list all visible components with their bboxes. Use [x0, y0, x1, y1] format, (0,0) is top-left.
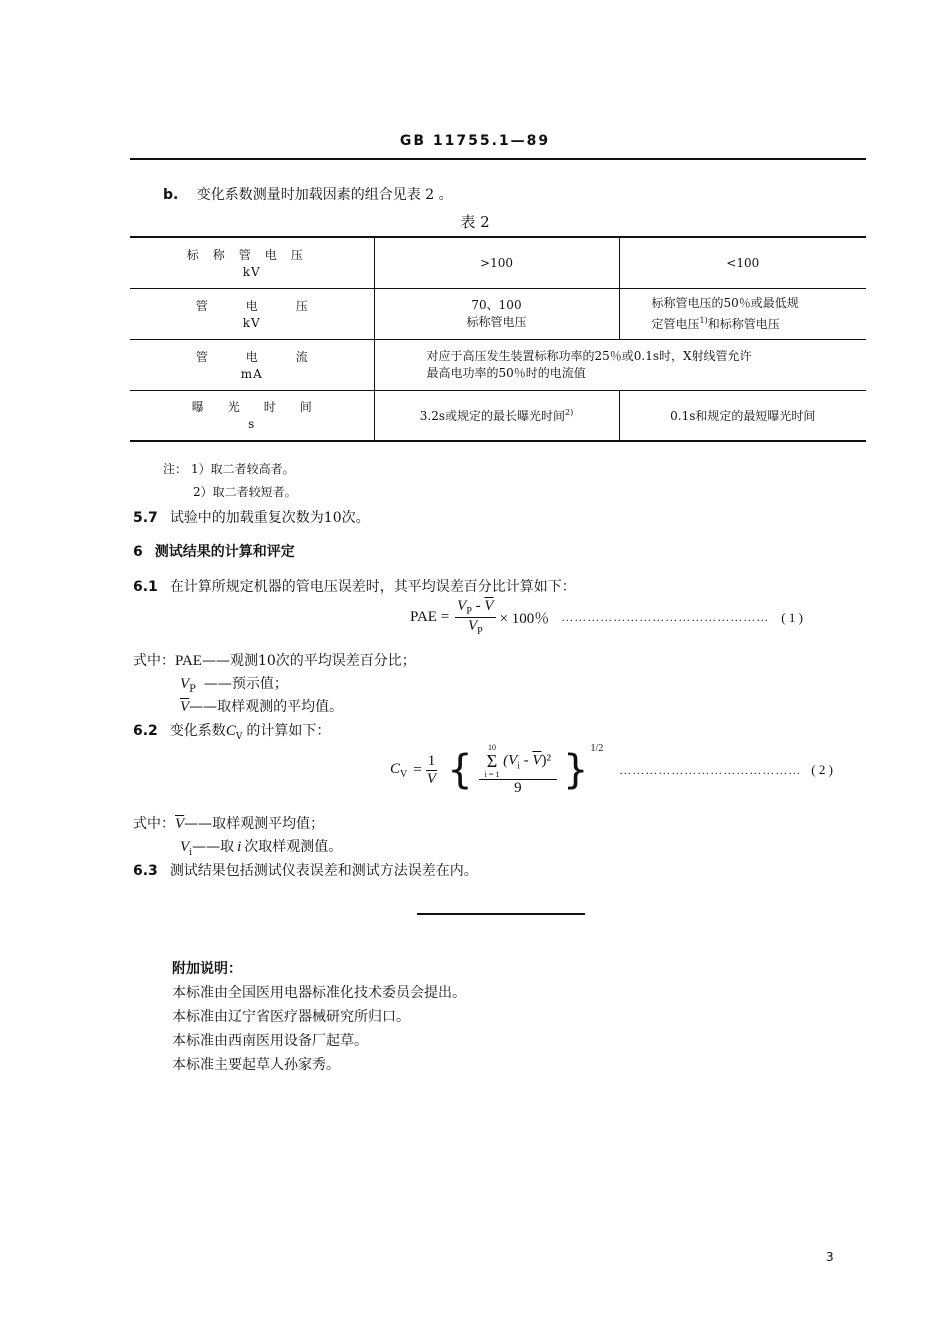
where-2-line-2: $V_i——$取 i 次取样观测值。: [180, 839, 343, 858]
table-cell: 3.2s或规定的最长曝光时间$^{2)}$: [374, 390, 619, 441]
section-6-3: 6.3 测试结果包括测试仪表误差和测试方法误差在内。: [133, 863, 478, 879]
note-2: 2）取二者较短者。: [193, 485, 297, 499]
table-cell: [374, 288, 619, 339]
eq1-number: ( 1 ): [781, 609, 803, 625]
eq1-lhs: PAE =: [410, 609, 450, 625]
equation-1: [410, 598, 803, 637]
row-unit: kV: [242, 315, 261, 330]
table-row: [130, 339, 866, 390]
row-label-cell: [130, 288, 374, 339]
eq2-leader: ……………………………………: [619, 762, 802, 777]
eq2-exponent: 1/2: [590, 743, 604, 754]
item-b: [163, 184, 453, 204]
note-1: 注： 1）取二者较高者。: [163, 462, 295, 476]
merged-cell: [374, 339, 866, 390]
where-2-line-1: 式中：$\overline{V}——$取样观测平均值；: [133, 816, 325, 832]
appendix-title: 附加说明：: [172, 961, 242, 977]
table-caption: 表 2: [460, 213, 490, 231]
row-unit: mA: [240, 366, 263, 381]
eq1-leader: …………………………………………: [561, 610, 770, 624]
appendix-line: 本标准由辽宁省医疗器械研究所归口。: [172, 1009, 410, 1025]
row-label-cell: [130, 237, 374, 288]
table-row: [130, 237, 866, 288]
appendix-line: 本标准由全国医用电器标准化技术委员会提出。: [172, 985, 466, 1001]
row-label-cell: [130, 390, 374, 441]
item-b-label: b.: [163, 187, 179, 203]
row-label: 标称管电压: [186, 247, 317, 262]
right-bracket: }: [563, 747, 589, 793]
table-2: [130, 236, 866, 442]
equation-2: $C_V$ = $\frac{1}{V}$ { 10 Σ i = 1 $(V_i - \overline{V})^2$ 9 } 1/2 …………………………………… ( 2 ): [390, 743, 833, 796]
appendix-line: 本标准由西南医用设备厂起草。: [172, 1033, 368, 1049]
row-unit: s: [248, 417, 256, 432]
row-label-cell: [130, 339, 374, 390]
eq1-tail: × 100％: [499, 611, 550, 627]
section-6-heading: 6 测试结果的计算和评定: [133, 544, 295, 560]
cell-line: 定管电压$^{1)}$和标称管电压: [651, 315, 780, 331]
page-number: 3: [826, 1250, 834, 1264]
item-b-text: 变化系数测量时加载因素的组合见表 2 。: [196, 187, 453, 203]
eq2-reciprocal: $\frac{1}{V}$: [426, 752, 437, 787]
section-5-7: 5.7 试验中的加载重复次数为10次。: [133, 510, 370, 526]
section-6-1: 6.1 在计算所规定机器的管电压误差时，其平均误差百分比计算如下：: [133, 579, 576, 595]
section-6-2: 6.2 变化系数$C_V$ 的计算如下：: [133, 723, 331, 742]
table-cell: [619, 288, 866, 339]
eq1-fraction: $\frac{V_P - \overline{V}}{V_P}$: [457, 598, 494, 637]
cell-line: 对应于高压发生装置标称功率的25％或0.1s时，X射线管允许: [426, 348, 752, 363]
standard-code-header: GB 11755.1—89: [399, 133, 551, 149]
where-1-line-3: $\overline{V}——$取样观测的平均值。: [180, 699, 344, 715]
row-unit: kV: [242, 264, 261, 279]
appendix-line: 本标准主要起草人孙家秀。: [172, 1057, 340, 1073]
eq2-number: ( 2 ): [811, 762, 833, 777]
header-rule: [130, 158, 866, 160]
end-separator: [417, 913, 585, 915]
left-bracket: {: [447, 747, 473, 793]
table-cell: >100: [374, 237, 619, 288]
cell-line: 70、100: [471, 297, 522, 312]
cell-line: 标称管电压: [466, 314, 527, 329]
cell-line: 最高电功率的50％时的电流值: [426, 365, 586, 380]
row-label: 曝光时间: [191, 400, 336, 415]
row-label: 管电流: [195, 349, 346, 364]
table-cell: <100: [619, 237, 866, 288]
eq2-lhs: $C_V$: [390, 760, 408, 780]
row-label: 管电压: [195, 298, 346, 313]
table-row: [130, 390, 866, 441]
where-1-line-2: $V_P$ ——预示值；: [180, 676, 288, 695]
cell-line: 标称管电压的50％或最低规: [651, 295, 799, 310]
table-cell: 0.1s和规定的最短曝光时间: [619, 390, 866, 441]
table-row: [130, 288, 866, 339]
where-1-line-1: 式中：PAE——观测10次的平均误差百分比；: [133, 653, 416, 669]
eq2-fraction: 10 Σ i = 1 $(V_i - \overline{V})^2$ 9: [479, 743, 557, 797]
